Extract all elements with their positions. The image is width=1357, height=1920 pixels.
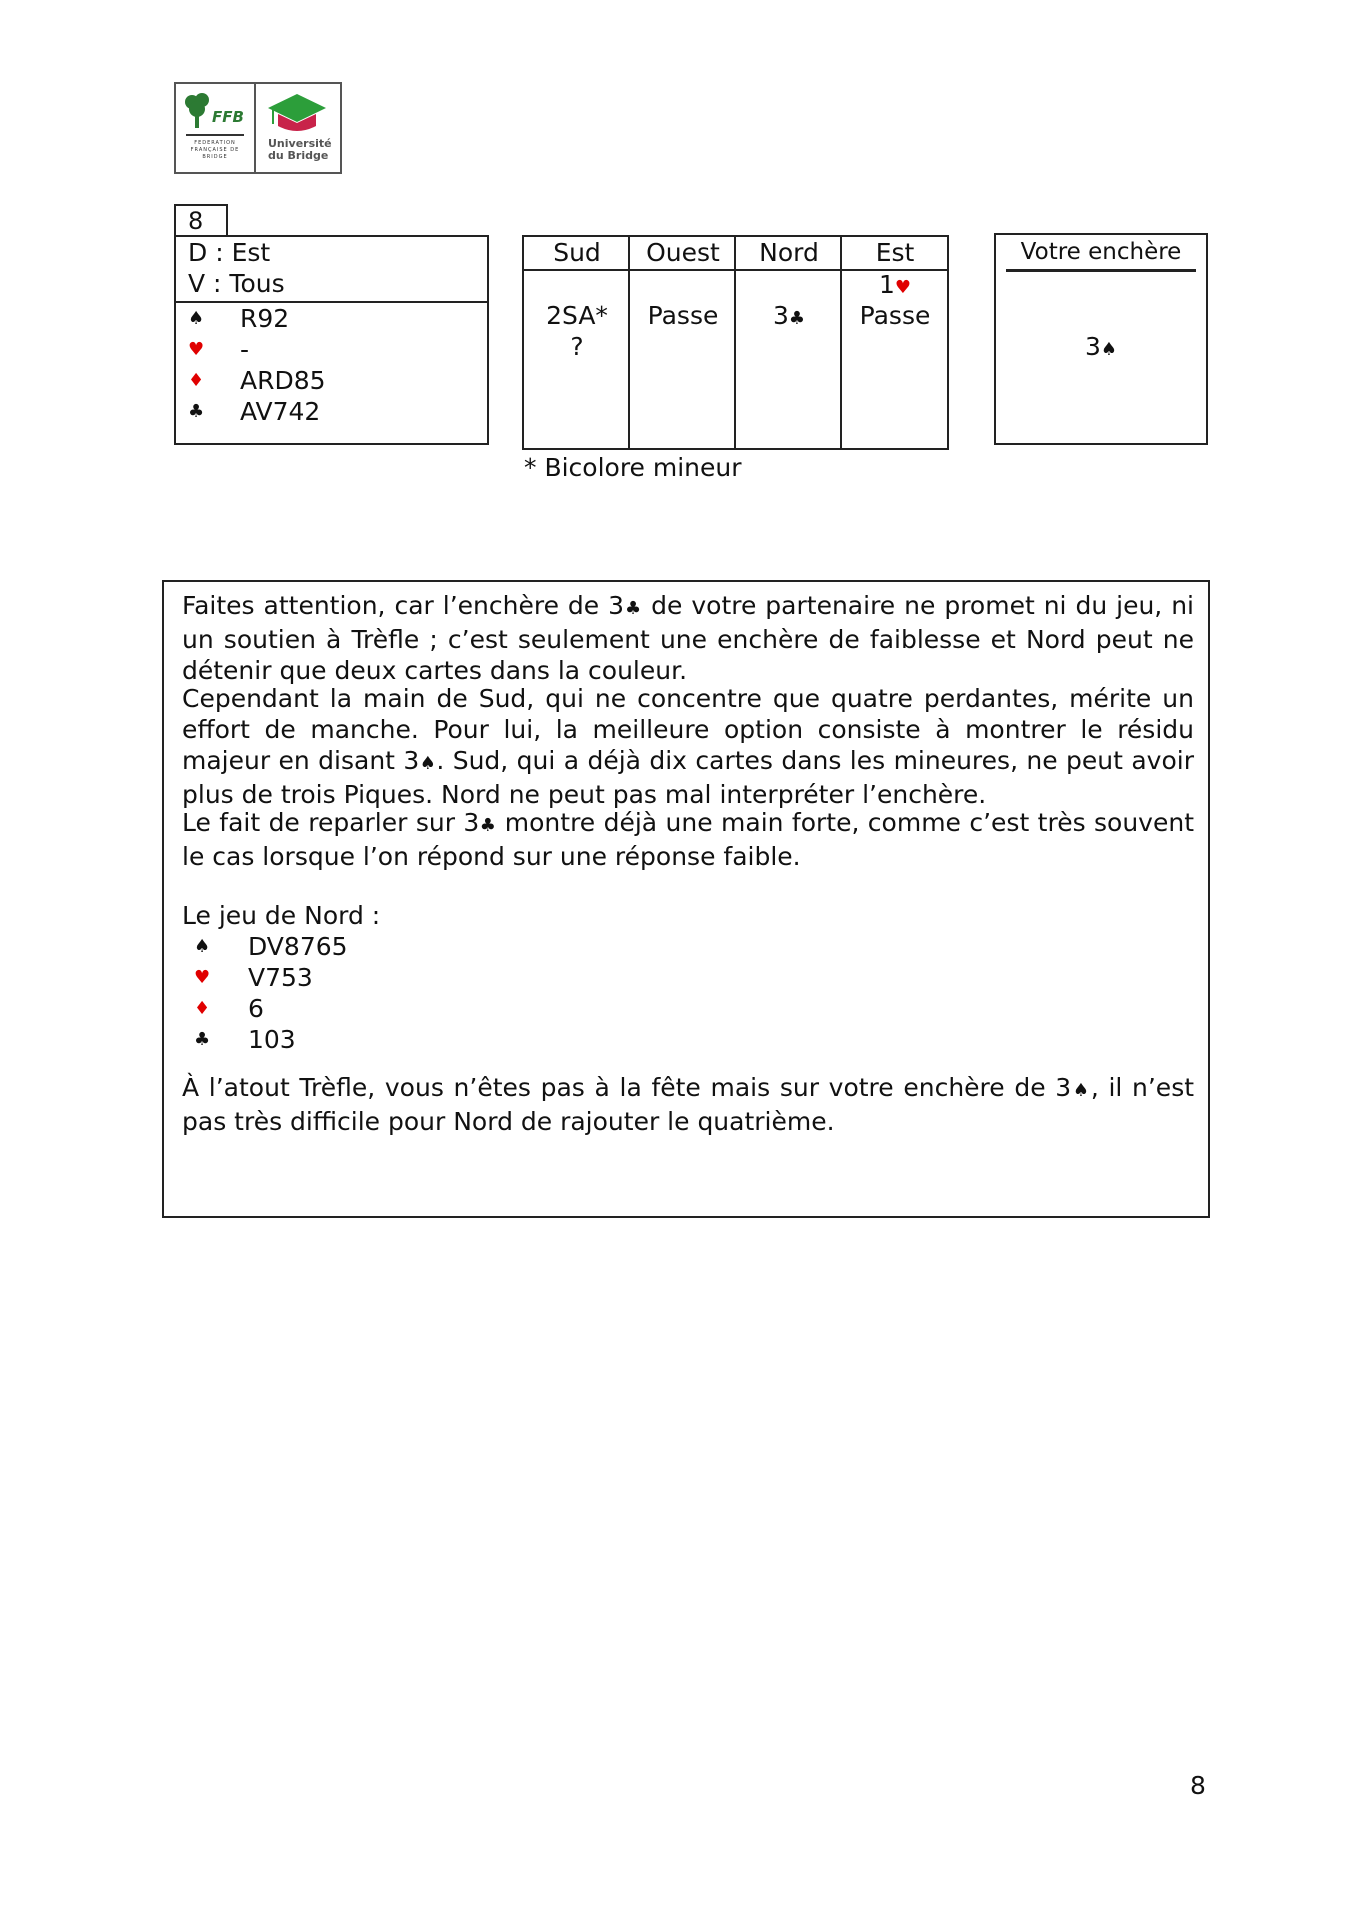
club-icon: ♣ <box>788 308 806 329</box>
votre-enchere-box <box>994 233 1208 445</box>
explanation-paragraph-1 <box>182 590 1194 686</box>
nord-bid-level: 3 <box>772 301 789 330</box>
heart-cards: - <box>240 335 250 364</box>
graduation-cap-icon <box>264 92 330 136</box>
universite-text <box>268 138 332 162</box>
header-ouest: Ouest <box>646 238 720 267</box>
bidding-footnote: * Bicolore mineur <box>524 453 742 482</box>
club-cards: AV742 <box>240 397 321 426</box>
club-icon: ♣ <box>188 401 205 422</box>
spade-cards: R92 <box>240 304 290 333</box>
club-icon: ♣ <box>479 815 497 836</box>
est-bid-level: 1 <box>878 270 895 299</box>
ffb-logo <box>174 82 342 174</box>
tree-icon <box>182 92 216 130</box>
sud-bid-1: 2SA* <box>546 301 608 330</box>
diamond-icon: ♦ <box>188 370 205 391</box>
spade-icon: ♠ <box>1100 339 1118 360</box>
est-bid-2: Passe <box>859 301 931 330</box>
p4-text-a: À l’atout Trèfle, vous n’êtes pas à la fête mais sur votre enchère de 3 <box>182 1073 1072 1102</box>
club-icon: ♣ <box>194 1029 211 1050</box>
header-est: Est <box>875 238 915 267</box>
p1-text-b: de votre partenaire ne promet ni du jeu, ni un soutien à Trèfle ; c’est seulement une enchère de faiblesse et Nord peut ne détenir que deux cartes dans la couleur. <box>182 591 1194 685</box>
sud-bid-2: ? <box>570 332 584 361</box>
south-hand-box <box>174 235 489 445</box>
spade-icon: ♠ <box>419 753 437 774</box>
explanation-paragraph-3 <box>182 807 1194 872</box>
header-nord: Nord <box>759 238 819 267</box>
nord-spade-cards: DV8765 <box>248 932 348 961</box>
deal-number: 8 <box>174 204 228 237</box>
votre-enchere-bid <box>996 331 1206 366</box>
p2-text-a: Cependant la main de Sud, qui ne concentre que quatre perdantes, mérite un effort de manche. Pour lui, la meilleure option consiste à montrer le résidu majeur en disant 3 <box>182 684 1194 775</box>
bidding-table <box>522 235 949 450</box>
explanation-paragraph-2 <box>182 683 1194 810</box>
ffb-logo-left <box>176 84 256 172</box>
spade-icon: ♠ <box>194 936 211 957</box>
nord-bid-1 <box>736 300 842 334</box>
club-icon: ♣ <box>624 598 643 619</box>
p1-text-a: Faites attention, car l’enchère de 3 <box>182 591 625 620</box>
est-bid-1 <box>842 269 948 303</box>
explanation-paragraph-4 <box>182 1072 1194 1137</box>
nord-heart-cards: V753 <box>248 963 313 992</box>
ffb-subtitle: FEDERATION FRANÇAISE DE BRIDGE <box>190 140 240 160</box>
ub-line2: du Bridge <box>268 149 329 162</box>
nord-club-cards: 103 <box>248 1025 296 1054</box>
page-number: 8 <box>1190 1771 1206 1800</box>
ffb-rule <box>186 134 244 136</box>
heart-icon: ♥ <box>894 277 912 298</box>
universite-logo <box>254 84 340 172</box>
vulnerability-label: V : Tous <box>188 269 285 298</box>
ouest-bid-1: Passe <box>647 301 719 330</box>
spade-icon: ♠ <box>188 308 205 329</box>
header-sud: Sud <box>553 238 601 267</box>
spade-icon: ♠ <box>1071 1080 1091 1101</box>
p3-text-b: montre déjà une main forte, comme c’est très souvent le cas lorsque l’on répond sur une réponse faible. <box>182 808 1194 871</box>
ffb-text: FFB <box>212 108 244 126</box>
ub-line1: Université <box>268 137 332 150</box>
p2-text-b: . Sud, qui a déjà dix cartes dans les mineures, ne peut avoir plus de trois Piques. Nord ne peut pas mal interpréter l’enchère. <box>182 746 1194 809</box>
diamond-cards: ARD85 <box>240 366 326 395</box>
hand-divider <box>176 301 487 303</box>
explanation-box <box>162 580 1210 1218</box>
diamond-icon: ♦ <box>194 998 211 1019</box>
p3-text-a: Le fait de reparler sur 3 <box>182 808 480 837</box>
votre-enchere-title: Votre enchère <box>1020 239 1182 265</box>
nord-diamond-cards: 6 <box>248 994 264 1023</box>
votre-bid-level: 3 <box>1084 332 1101 361</box>
dealer-label: D : Est <box>188 238 271 267</box>
heart-icon: ♥ <box>194 967 211 988</box>
heart-icon: ♥ <box>188 339 205 360</box>
nord-hand-title: Le jeu de Nord : <box>182 901 381 930</box>
p4-text-b: , il n’est pas très difficile pour Nord de rajouter le quatrième. <box>182 1073 1195 1136</box>
votre-enchere-rule <box>1006 269 1196 272</box>
